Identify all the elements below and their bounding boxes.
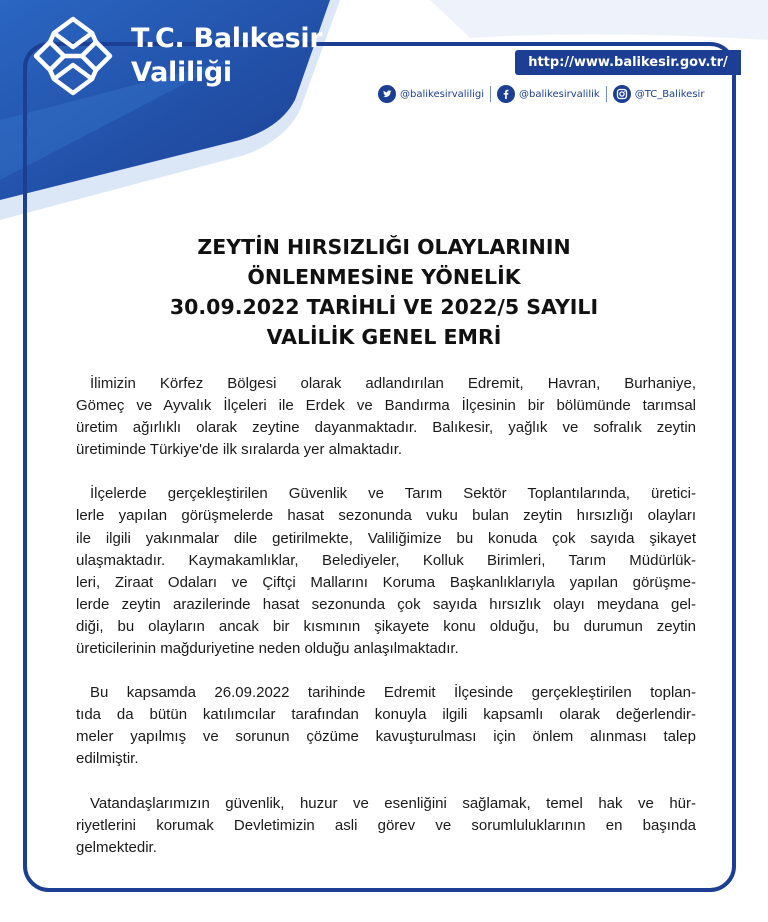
facebook-handle: @balikesirvalilik: [519, 88, 600, 100]
balikesir-logo-icon: [28, 15, 118, 97]
text-line: lerde zeytin arazilerinde hasat sezonunda çok sayıda hırsızlık olayı meydana gel-: [76, 595, 696, 613]
text-line: gelmektedir.: [76, 838, 157, 856]
document-body: [76, 373, 696, 881]
text-line: İlimizin Körfez Bölgesi olarak adlandırılan Edremit, Havran, Burhaniye,: [90, 375, 696, 392]
text-line: riyetlerini korumak Devletimizin asli görev ve sorumluluklarının en başında: [76, 816, 696, 834]
social-instagram[interactable]: [613, 85, 705, 103]
divider: [490, 86, 491, 102]
text-line: leri, Ziraat Odaları ve Çiftçi Mallarını Koruma Başkanlıklarıyla yapılan görüşme-: [76, 573, 696, 591]
social-links: [378, 84, 704, 104]
facebook-icon: [497, 85, 515, 103]
title-line: ZEYTİN HIRSIZLIĞI OLAYLARININ: [197, 235, 571, 259]
title-line: VALİLİK GENEL EMRİ: [266, 325, 502, 349]
twitter-icon: [378, 85, 396, 103]
text-line: Bu kapsamda 26.09.2022 tarihinde Edremit İlçesinde gerçekleştirilen toplan-: [90, 684, 696, 702]
paragraph: [76, 373, 696, 461]
text-line: üretim ağırlıklı olarak zeytine dayanmaktadır. Balıkesir, yağlık ve sofralık zeytin: [76, 419, 696, 437]
website-url-link[interactable]: http://www.balikesir.gov.tr/: [515, 50, 741, 75]
title-line: 30.09.2022 TARİHLİ VE 2022/5 SAYILI: [169, 295, 599, 319]
paragraph: [76, 682, 696, 770]
text-line: edilmiştir.: [76, 750, 139, 768]
text-line: Gömeç ve Ayvalık İlçeleri ile Erdek ve Bandırma İlçesinin bir bölümünde tarımsal: [76, 397, 696, 415]
title-line: ÖNLENMESİNE YÖNELİK: [247, 265, 521, 289]
social-twitter[interactable]: [378, 85, 497, 103]
text-line: İlçelerde gerçekleştirilen Güvenlik ve Tarım Sektör Toplantılarında, üretici-: [90, 485, 696, 503]
brand-line-1: T.C. Balıkesir: [131, 23, 323, 54]
twitter-handle: @balikesirvaliligi: [400, 88, 485, 100]
text-line: üreticilerinin mağduriyetine neden olduğu anlaşılmaktadır.: [76, 640, 459, 658]
page-title: [0, 232, 768, 352]
text-line: üretiminde Türkiye'de ilk sıralarda yer almaktadır.: [76, 441, 403, 459]
text-line: lerle yapılan görüşmelerde hasat sezonunda vuku bulan zeytin hırsızlığı olayları: [76, 507, 696, 525]
text-line: ile ilgili yakınmalar dile getirilmekte, Valiliğimize bu konuda çok sayıda şikayet: [76, 529, 696, 547]
brand-line-2: Valiliği: [131, 57, 232, 88]
text-line: diği, bu olayların ancak bir kısmının şikayete konu olduğu, bu durumun zeytin: [76, 617, 696, 635]
paragraph: [76, 793, 696, 859]
text-line: Vatandaşlarımızın güvenlik, huzur ve esenliğini sağlamak, temel hak ve hür-: [90, 794, 696, 812]
text-line: tıda da bütün katılımcılar tarafından konuyla ilgili kapsamlı olarak değerlendir-: [76, 706, 696, 724]
instagram-icon: [613, 85, 631, 103]
text-line: ulaşmaktadır. Kaymakamlıklar, Belediyeler, Kolluk Birimleri, Tarım Müdürlük-: [76, 551, 696, 569]
divider: [606, 86, 607, 102]
paragraph: [76, 483, 696, 660]
instagram-handle: @TC_Balikesir: [634, 88, 705, 100]
social-facebook[interactable]: [497, 85, 613, 103]
text-line: meler yapılmış ve sorunun çözüme kavuşturulması için önlem alınması talep: [76, 728, 696, 746]
brand-title: [131, 22, 322, 90]
